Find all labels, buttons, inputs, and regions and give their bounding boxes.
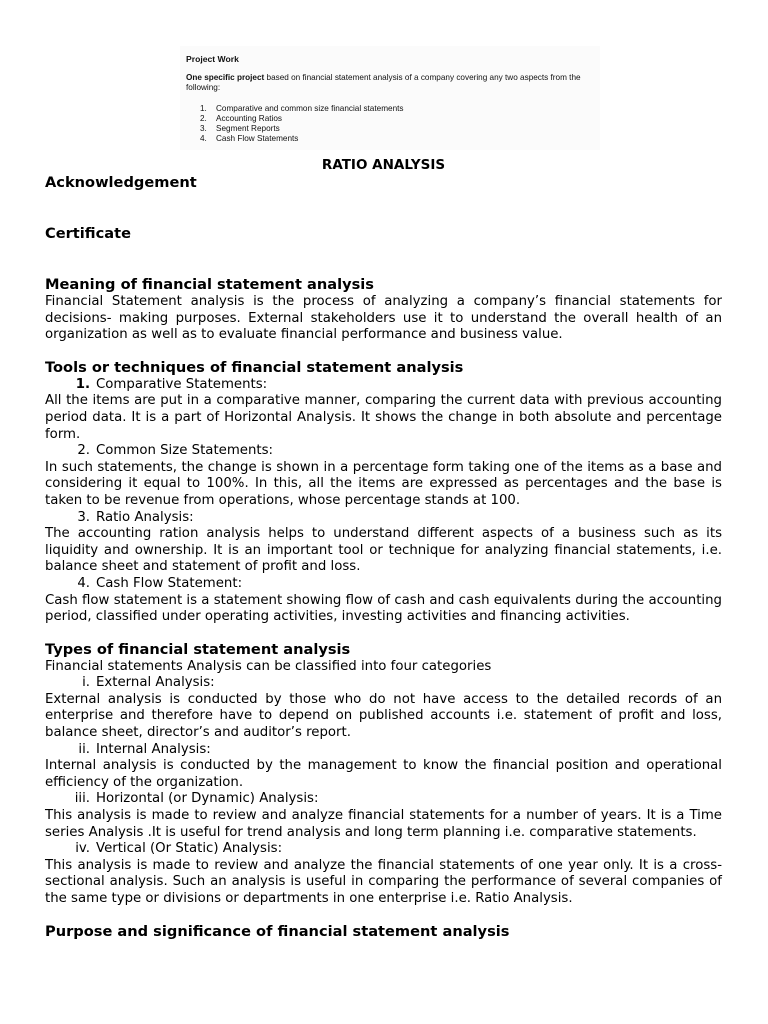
project-work-item: 4. Cash Flow Statements xyxy=(200,134,299,143)
tools-item-label: 2. Common Size Statements: xyxy=(77,443,274,459)
certificate-heading: Certificate xyxy=(45,225,131,242)
project-work-description xyxy=(186,73,596,93)
meaning-heading: Meaning of financial statement analysis xyxy=(45,276,374,293)
tools-item-label: 4. Cash Flow Statement: xyxy=(77,575,243,591)
tools-heading: Tools or techniques of financial statement analysis xyxy=(45,358,464,376)
document-content xyxy=(45,156,722,941)
tools-item-label: 3. Ratio Analysis: xyxy=(77,509,194,525)
tools-item-text: All the items are put in a comparative manner, comparing the current data with previous accounting period data. It is a part of Horizontal Analysis. It shows the change in both absolute and percentage form. xyxy=(45,393,722,442)
types-item-label: i. External Analysis: xyxy=(82,675,215,691)
types-item-text: This analysis is made to review and analyze the financial statements of one year only. It is a cross-sectional analysis. Such an analysis is useful in comparing the performance of several companies of the same type or divisions or departments in one enterprise i.e. Ratio Analysis. xyxy=(45,857,722,906)
types-item-label: iv. Vertical (Or Static) Analysis: xyxy=(75,841,283,857)
acknowledgement-heading: Acknowledgement xyxy=(45,174,197,191)
tools-item-text: In such statements, the change is shown in a percentage form taking one of the items as a base and considering it equal to 100%. In this, all the items are expressed as percentages and the base is taken to be revenue from operations, whose percentage stands at 100. xyxy=(45,459,722,508)
project-work-item: 3. Segment Reports xyxy=(200,124,280,133)
types-heading: Types of financial statement analysis xyxy=(45,640,351,658)
project-work-desc-rest: based on financial statement analysis of a company covering any two aspects from the following: xyxy=(186,73,581,92)
project-work-item: 1. Comparative and common size financial statements xyxy=(200,104,404,113)
project-work-list xyxy=(200,104,404,144)
project-work-image xyxy=(180,46,600,150)
document-title: RATIO ANALYSIS xyxy=(321,157,446,173)
project-work-item: 2. Accounting Ratios xyxy=(200,114,282,123)
purpose-heading: Purpose and significance of financial statement analysis xyxy=(45,922,510,940)
tools-item-text: The accounting ration analysis helps to understand different aspects of a business such as its liquidity and ownership. It is an important tool or technique for analyzing financial statements, i.e. balance sheet and statement of profit and loss. xyxy=(45,526,722,575)
types-item-text: This analysis is made to review and analyze financial statements for a number of years. It is a Time series Analysis .It is useful for trend analysis and long term planning i.e. comparative statements. xyxy=(45,808,722,840)
project-work-desc-bold: One specific project xyxy=(186,73,265,82)
tools-item-text: Cash flow statement is a statement showing flow of cash and cash equivalents during the accounting period, classified under operating activities, investing activities and financing activities. xyxy=(45,592,722,625)
types-item-label: iii. Horizontal (or Dynamic) Analysis: xyxy=(74,791,319,807)
types-intro: Financial statements Analysis can be classified into four categories xyxy=(45,658,492,674)
types-item-text: Internal analysis is conducted by the management to know the financial position and operational efficiency of the organization. xyxy=(45,758,722,790)
project-work-title: Project Work xyxy=(186,54,239,64)
types-item-text: External analysis is conducted by those who do not have access to the detailed records of an enterprise and therefore have to depend on published accounts i.e. statement of profit and loss, balance sheet, director’s and auditor’s report. xyxy=(45,691,722,741)
meaning-paragraph: Financial Statement analysis is the process of analyzing a company’s financial statements for decisions- making purposes. External stakeholders use it to understand the overall health of an organization as well as to evaluate financial performance and business value. xyxy=(45,294,722,343)
types-item-label: ii. Internal Analysis: xyxy=(78,741,211,757)
tools-item-label: 1. Comparative Statements: xyxy=(75,376,268,392)
